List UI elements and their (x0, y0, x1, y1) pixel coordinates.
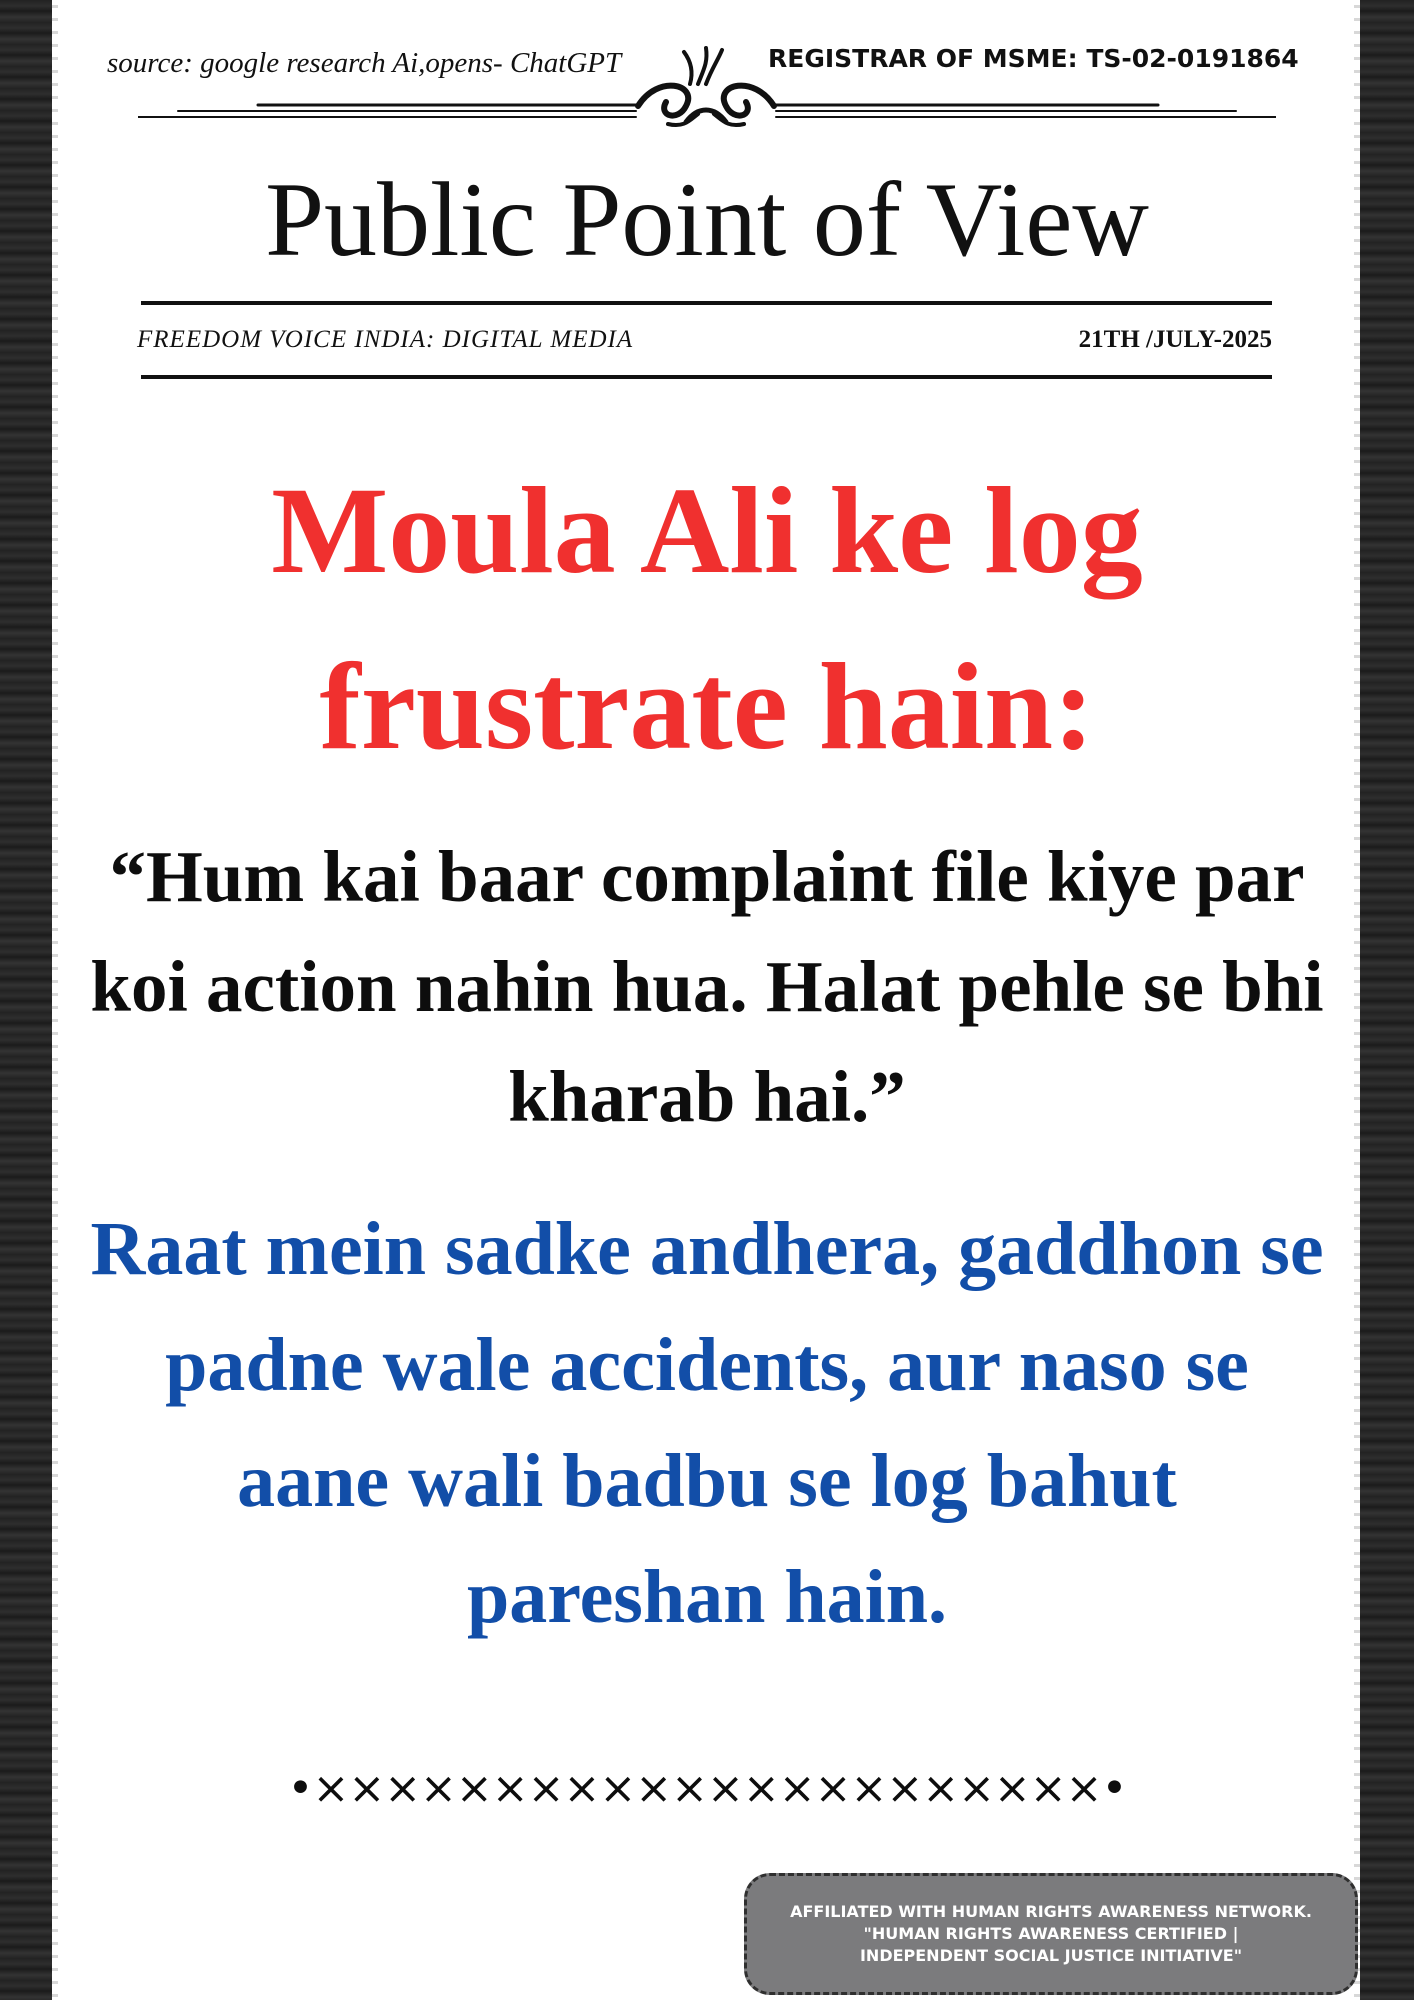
torn-edge-right (1360, 0, 1414, 2000)
affiliation-badge (744, 1873, 1358, 1995)
masthead-tagline: FREEDOM VOICE INDIA: DIGITAL MEDIA (137, 326, 634, 353)
issue-date: 21TH /JULY-2025 (1078, 326, 1272, 353)
masthead-rule-bottom (141, 375, 1272, 379)
flourish-divider-icon (138, 44, 1276, 128)
article-headline: Moula Ali ke log frustrate hain: (271, 462, 1143, 775)
badge-line-3: INDEPENDENT SOCIAL JUSTICE INITIATIVE" (859, 1946, 1243, 1965)
torn-edge-left (0, 0, 52, 2000)
badge-line-1: AFFILIATED WITH HUMAN RIGHTS AWARENESS NETWORK. (790, 1902, 1312, 1921)
source-credit: source: google research Ai,opens- ChatGPT (107, 47, 622, 79)
article-body: Raat mein sadke andhera, gaddhon se padne wale accidents, aur naso se aane wali badbu se log bahut pareshan hain. (90, 1207, 1324, 1639)
masthead-rule-top (141, 301, 1272, 305)
article-quote: “Hum kai baar complaint file kiye par koi action nahin hua. Halat pehle se bhi kharab hai.” (90, 836, 1324, 1137)
registrar-number: REGISTRAR OF MSME: TS-02-0191864 (768, 44, 1299, 73)
decorative-divider: •××××××××××××××××××××××• (287, 1763, 1127, 1814)
badge-line-2: "HUMAN RIGHTS AWARENESS CERTIFIED | (863, 1924, 1239, 1943)
masthead-title: Public Point of View (265, 161, 1149, 278)
